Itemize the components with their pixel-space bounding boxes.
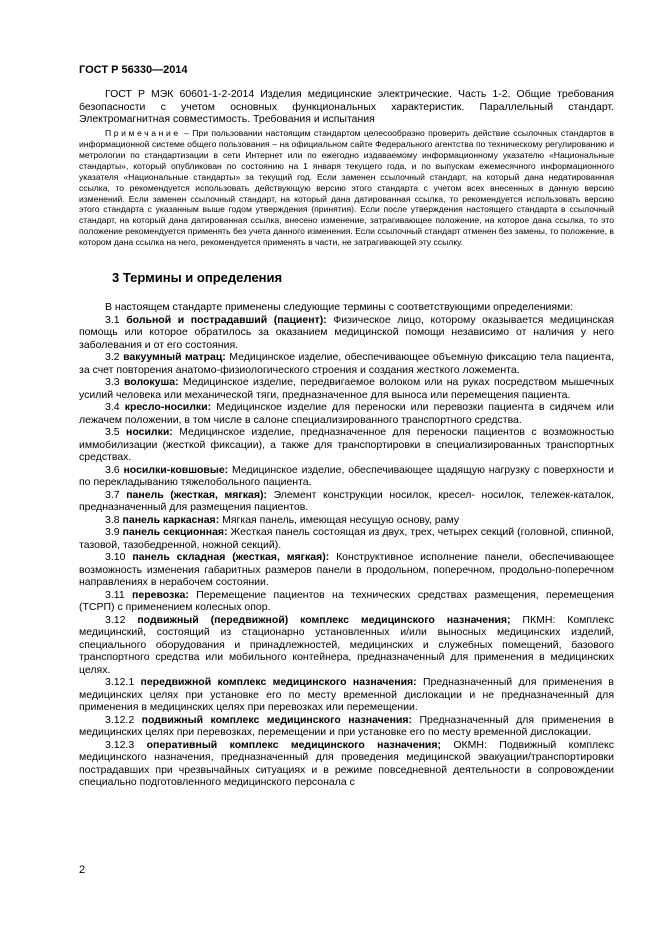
definition-item <box>79 489 614 514</box>
definitions-list <box>79 314 614 789</box>
definition-item <box>79 376 614 401</box>
definition-text: Медицинское изделие, обеспечивающее щадящую нагрузку с поверхности и по перекладыванию тяжелобольного пациента. <box>79 463 615 489</box>
definition-term: панель складная (жесткая, мягкая): <box>132 551 330 564</box>
page-content <box>79 88 614 789</box>
section-title: 3 Термины и определения <box>112 270 283 286</box>
definition-term: больной и пострадавший (пациент): <box>126 313 327 326</box>
definition-text: ОКМН: Подвижный комплекс медицинского назначения, предназначенный для проведения медицинской эвакуации/транспортировки пострадавших при чрезвычайных ситуациях и в режиме повседневной деятельности в сопровождении специально подготовленного медицинского персонала с <box>79 738 614 789</box>
definition-number: 3.5 <box>105 426 120 439</box>
definition-text: Предназначенный для применения в медицинских целях при установке его по месту временной дислокации и не предназначенный для применения в медицинских целях при перевозках или перемещении. <box>79 676 614 714</box>
definition-number: 3.1 <box>105 313 120 326</box>
definition-term: подвижный комплекс медицинского назначения: <box>141 713 413 726</box>
definition-number: 3.10 <box>105 551 126 564</box>
document-header: ГОСТ Р 56330—2014 <box>79 64 188 76</box>
definition-text: Элемент конструкции носилок, кресел- носилок, тележек-каталок, предназначенный для размещения пациентов. <box>79 488 615 514</box>
note-text: – При пользовании настоящим стандартом целесообразно проверить действие ссылочных стандартов в информационной системе общего пользования – на официальном сайте Федерального агентства по техническому регулированию и метрологии по стандартизации в сети Интернет или по ежегодно издаваемому информационному указателю «Национальные стандарты», который опубликован по состоянию на 1 января текущего года, и по выпускам ежемесячного информационного указателя «Национальные стандарты» за текущий год. Если заменен ссылочный стандарт, на который дана недатированная ссылка, то рекомендуется использовать действующую версию этого стандарта с учетом всех внесенных в данную версию изменений. Если заменен ссылочный стандарт, на который дана датированная ссылка, то рекомендуется использовать версию этого стандарта с указанным выше годом утверждения (принятия). Если после утверждения настоящего стандарта в ссылочный стандарт, на который дана датированная ссылка, внесено изменение, затрагивающее положение, на которое дана ссылка, то это положение рекомендуется применять без учета данного изменения. Если ссылочный стандарт отменен без замены, то положение, в котором дана ссылка на него, рекомендуется применять в части, не затрагивающей эту ссылку. <box>79 128 614 248</box>
definition-item <box>79 526 614 551</box>
definition-term: оперативный комплекс медицинского назначения; <box>146 738 441 751</box>
definition-text: Мягкая панель, имеющая несущую основу, раму <box>219 513 460 526</box>
definition-term: панель секционная: <box>122 526 228 539</box>
definition-item <box>79 401 614 426</box>
definition-item <box>79 464 614 489</box>
definition-term: носилки: <box>126 426 173 439</box>
definition-number: 3.3 <box>105 376 120 389</box>
definition-item <box>79 676 614 714</box>
definition-number: 3.12.3 <box>105 738 135 751</box>
definition-text: Конструктивное исполнение панели, обеспечивающее возможность изменения габаритных размеров панели в продольном, поперечном, продольно-поперечном направлениях в нерабочем состоянии. <box>79 551 614 589</box>
definition-term: носилки-ковшовые: <box>123 463 229 476</box>
definition-term: вакуумный матрац: <box>123 351 226 364</box>
definition-item <box>79 614 614 677</box>
definition-item <box>79 514 614 527</box>
note-paragraph <box>79 128 614 248</box>
definition-number: 3.12.1 <box>105 676 135 689</box>
normative-reference: ГОСТ Р МЭК 60601-1-2-2014 Изделия медицинские электрические. Часть 1-2. Общие требования безопасности с учетом основных функциональных характеристик. Параллельный стандарт. Электромагнитная совместимость. Требования и испытания <box>79 88 614 126</box>
definition-item <box>79 551 614 589</box>
definition-text: ПКМН: Комплекс медицинский, состоящий из стационарно установленных и/или выносных медицинских изделий, специального оборудования и принадлежностей, медицинских и служебных помещений, базового транспортного средства или мобильного контейнера, предназначенный для применения в медицинских целях. <box>79 613 615 676</box>
definition-number: 3.11 <box>105 588 125 601</box>
definition-text: Медицинское изделие, предназначенное для переноски пациентов с возможностью иммобилизации (жесткой фиксации), а также для транспортировки в специализированных транспортных средствах. <box>79 426 614 464</box>
definition-term: панель каркасная: <box>122 513 220 526</box>
definition-term: подвижный (передвижной) комплекс медицинского назначения; <box>137 613 511 626</box>
definition-text: Перемещение пациентов на технических средствах размещения, перемещения (ТСРП) с применением колесных опор. <box>79 588 614 614</box>
definition-number: 3.8 <box>105 513 120 526</box>
definition-term: панель (жесткая, мягкая): <box>126 488 268 501</box>
definition-term: волокуша: <box>123 376 179 389</box>
definition-item <box>79 589 614 614</box>
definition-item <box>79 314 614 352</box>
definition-number: 3.2 <box>105 351 120 364</box>
section-intro: В настоящем стандарте применены следующие термины с соответствующими определениями: <box>105 301 574 314</box>
definition-item <box>79 351 614 376</box>
definition-term: передвижной комплекс медицинского назначения: <box>140 676 417 689</box>
definition-number: 3.4 <box>105 401 120 414</box>
definition-number: 3.9 <box>105 526 120 539</box>
definition-text: Медицинское изделие, обеспечивающее объемную фиксацию тела пациента, за счет повторения анатомо-физиологического строения и создания жесткого ложемента. <box>79 351 614 376</box>
definition-text: Физическое лицо, которому оказывается медицинская помощь или которое обратилось за оказанием медицинской помощи независимо от наличия у него заболевания и от его состояния. <box>79 313 615 351</box>
definition-text: Жесткая панель состоящая из двух, трех, четырех секций (головной, спинной, тазовой, тазобедренной, ножной секций). <box>79 526 614 551</box>
definition-item <box>79 714 614 739</box>
definition-item <box>79 426 614 464</box>
definition-number: 3.7 <box>105 488 120 501</box>
definition-number: 3.6 <box>105 463 120 476</box>
definition-term: перевозка: <box>132 588 189 601</box>
definition-text: Предназначенный для применения в медицинских целях при перевозках, перемещении и при установке его по месту временной дислокации. <box>79 713 614 739</box>
definition-text: Медицинское изделие для переноски или перевозки пациента в сидячем или лежачем положении, в том числе в салоне специализированного транспортного средства. <box>79 401 615 426</box>
note-lead: Примечание <box>105 128 181 139</box>
definition-item <box>79 739 614 789</box>
definition-text: Медицинское изделие, передвигаемое волоком или на руках посредством мышечных усилий человека или механической тяги, предназначенное для выноса или перемещения пациента. <box>79 376 614 401</box>
page-number: 2 <box>79 864 86 876</box>
definition-number: 3.12.2 <box>105 713 135 726</box>
definition-term: кресло-носилки: <box>124 401 212 414</box>
definition-number: 3.12 <box>105 613 126 626</box>
